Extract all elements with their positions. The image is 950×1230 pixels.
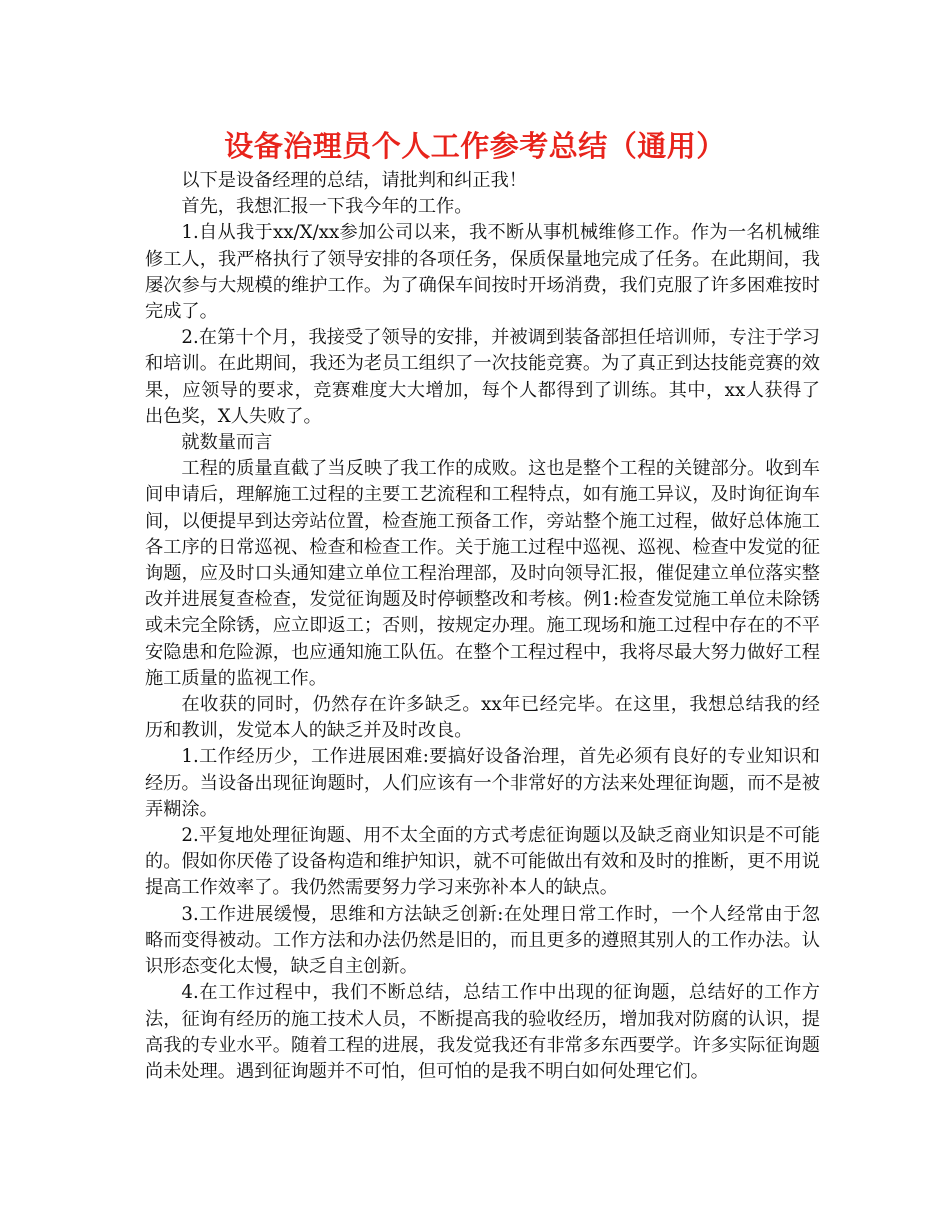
document-title: 设备治理员个人工作参考总结（通用）	[224, 129, 726, 163]
paragraph-quantity-heading: 就数量而言	[181, 432, 273, 454]
paragraph-shortcoming-3: 3.工作进展缓慢，思维和方法缺乏创新:在处理日常工作时，一个人经常由于忽略而变得被动。工作方法和办法仍然是旧的，而且更多的遵照其别人的工作办法。认识形态变化太慢，缺乏自主创新。	[145, 903, 820, 978]
paragraph-item-1-maintenance: 1.自从我于xx/X/xx参加公司以来，我不断从事机械维修工作。作为一名机械维修工人，我严格执行了领导安排的各项任务，保质保量地完成了任务。在此期间，我屡次参与大规模的维护工作。为了确保车间按时开场消费，我们克服了许多困难按时完成了。	[145, 222, 820, 323]
paragraph-shortcoming-1: 1.工作经历少，工作进展困难:要搞好设备治理，首先必须有良好的专业知识和经历。当设备出现征询题时，人们应该有一个非常好的方法来处理征询题，而不是被弄糊涂。	[145, 746, 820, 820]
paragraph-item-2-training: 2.在第十个月，我接受了领导的安排，并被调到装备部担任培训师，专注于学习和培训。在此期间，我还为老员工组织了一次技能竞赛。为了真正到达技能竞赛的效果，应领导的要求，竞赛难度大大增加，每个人都得到了训练。其中，xx人获得了出色奖，X人失败了。	[145, 327, 820, 427]
paragraph-report-opening: 首先，我想汇报一下我今年的工作。	[181, 196, 473, 218]
paragraph-shortcomings-intro: 在收获的同时，仍然存在许多缺乏。xx年已经完毕。在这里，我想总结我的经历和教训，发觉本人的缺乏并及时改良。	[145, 694, 820, 742]
document-body	[145, 168, 820, 1085]
paragraph-intro: 以下是设备经理的总结，请批判和纠正我！	[181, 170, 527, 191]
paragraph-engineering-quality: 工程的质量直截了当反映了我工作的成败。这也是整个工程的关键部分。收到车间申请后，理解施工过程的主要工艺流程和工程特点，如有施工异议，及时询征询车间，以便提早到达旁站位置，检查施工预备工作，旁站整个施工过程，做好总体施工各工序的日常巡视、检查和检查工作。关于施工过程中巡视、巡视、检查中发觉的征询题，应及时口头通知建立单位工程治理部，及时向领导汇报，催促建立单位落实整改并进展复查检查，发觉征询题及时停顿整改和考核。例1:检查发觉施工单位未除锈或未完全除锈，应立即返工；否则，按规定办理。施工现场和施工过程中存在的不平安隐患和危险源，也应通知施工队伍。在整个工程过程中，我将尽最大努力做好工程施工质量的监视工作。	[145, 458, 820, 689]
paragraph-shortcoming-4: 4.在工作过程中，我们不断总结，总结工作中出现的征询题，总结好的工作方法，征询有经历的施工技术人员，不断提高我的验收经历，增加我对防腐的认识，提高我的专业水平。随着工程的进展，我发觉我还有非常多东西要学。许多实际征询题尚未处理。遇到征询题并不可怕，但可怕的是我不明白如何处理它们。	[145, 982, 820, 1082]
paragraph-shortcoming-2: 2.平复地处理征询题、用不太全面的方式考虑征询题以及缺乏商业知识是不可能的。假如你厌倦了设备构造和维护知识，就不可能做出有效和及时的推断，更不用说提高工作效率了。我仍然需要努力学习来弥补本人的缺点。	[145, 825, 820, 899]
